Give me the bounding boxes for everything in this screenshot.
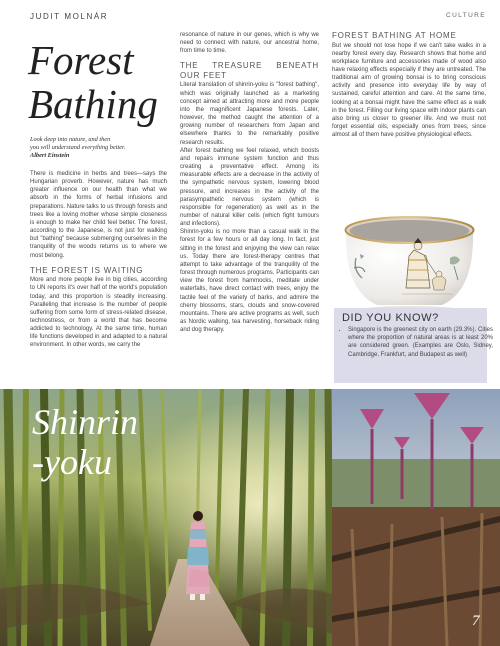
treasure-paragraph-1: Literal translation of shinrin-yoku is "forest bathing", which was originally launched as a marketing concept aimed at attracting more and more people into the magnificent Japanese forests. Later, however, the method caught the attention of a growing number of researchers from Japan and elsewhere thanks to the remarkably positive research results. (180, 82, 319, 146)
did-you-know-list (340, 326, 493, 359)
column-1 (30, 170, 167, 350)
article-title (28, 38, 158, 126)
quote-author: Albert Einstein (30, 152, 70, 160)
epigraph-quote (30, 136, 160, 161)
column-2 (180, 31, 319, 334)
photo-overlay-title (32, 402, 138, 482)
treasure-paragraph-3: Shinrin-yoku is no more than a casual walk in the forest for a few hours or all day long. In fact, just sitting in the forest and enjoying the view can relax us. Today there are forest-therapy centres that attempt to take advantage of the tranquility of the forest through numerous programs. Participants can view the forest from hammocks, meditate under waterfalls, have direct contact with trees, enjoy the tactile feel of the variety of barks, and admire the cherry blossoms, stars, clouds and snow-covered mountains. There are active programs as well, such as Nordic walking, tea harvesting, horseback riding and dog therapy. (180, 229, 319, 334)
title-line-2: Bathing (28, 81, 158, 127)
did-you-know-heading: DID YOU KNOW? (342, 312, 439, 324)
did-you-know-box (334, 308, 493, 383)
title-line-1: Forest (28, 37, 134, 83)
quote-line-1: Look deep into nature, and then (30, 136, 111, 143)
continued-paragraph: resonance of nature in our genes, which is why we need to connect with nature, our ancestral home, from time to time. (180, 32, 319, 55)
page-number: 7 (472, 613, 480, 629)
column-3 (332, 31, 486, 139)
section-heading-forest-waiting: THE FOREST IS WAITING (30, 265, 144, 275)
home-paragraph: But we should not lose hope if we can't take walks in a nearby forest every day. Research shows that home and workplace furniture and accessories made of wood also have relaxing effects especially if they are untreated. The traditional aim of growing bonsai is to bring conscious activity and presence into everyday life by way of sustained, careful attention and care. At the same time, looking at a bonsai might have the same effect as a walk in the forest. Filling our living space with indoor plants can also bring us closer to greener life. And we must not forget essential oils, especially ones from trees, since almost all of them have positive physiological effects. (332, 42, 486, 139)
porcelain-bowl-image (332, 210, 487, 315)
photo-title-line-1: Shinrin (32, 402, 139, 442)
section-label: CULTURE (445, 12, 486, 19)
photo-title-line-2: -yoku (32, 442, 112, 482)
supertree-grove-photo (332, 389, 500, 646)
did-you-know-fact: • Singapore is the greenest city on earth (29.3%). Cities where the proportion of natural areas is at least 20% are considered green. (Examples are Oslo, Sidney, Cambridge, Frankfurt, and Budapest as well) (348, 326, 493, 359)
treasure-paragraph-2: After forest bathing we feel relaxed, which boosts and repairs immune system function and thus creating a preventative effect. Among its measurable effects are a decrease in the activity of the sympathetic nervous system, lowering blood pressure, and increases in the activity of the parasympathetic nervous system (which is responsible for regeneration) as well as in the number of natural killer cells (which fight tumours and infections). (180, 147, 319, 228)
section-heading-treasure: THE TREASURE BENEATH OUR FEET (180, 61, 319, 80)
author-name: JUDIT MOLNÁR (30, 12, 109, 21)
forest-waiting-paragraph: More and more people live in big cities, according to UN reports it's over half of the world's population today, and this proportion is steadily increasing. Paralleling that increase is the number of people suffering from some form of stress-related disease, technostress, or from a world that has become addicted to technology. At the same time, human life functions developed in and adapted to a natural environment. In other words, we carry the (30, 277, 167, 349)
intro-paragraph: There is medicine in herbs and trees—says the Hungarian proverb. However, nature has much greater influence on our health than what we absorb in the forms of herbal infusions and preparations. Nature talks to us through forests and trees like a loving mother whose simple closeness is enough to make her child feel better. The forest, according to the Japanese, is not just for walking but "bathing" because submerging ourselves in the tranquility of the woods returns us to where we most belong. (30, 171, 167, 259)
quote-line-2: you will understand everything better. (30, 144, 126, 152)
section-heading-home: FOREST BATHING AT HOME (332, 31, 457, 40)
